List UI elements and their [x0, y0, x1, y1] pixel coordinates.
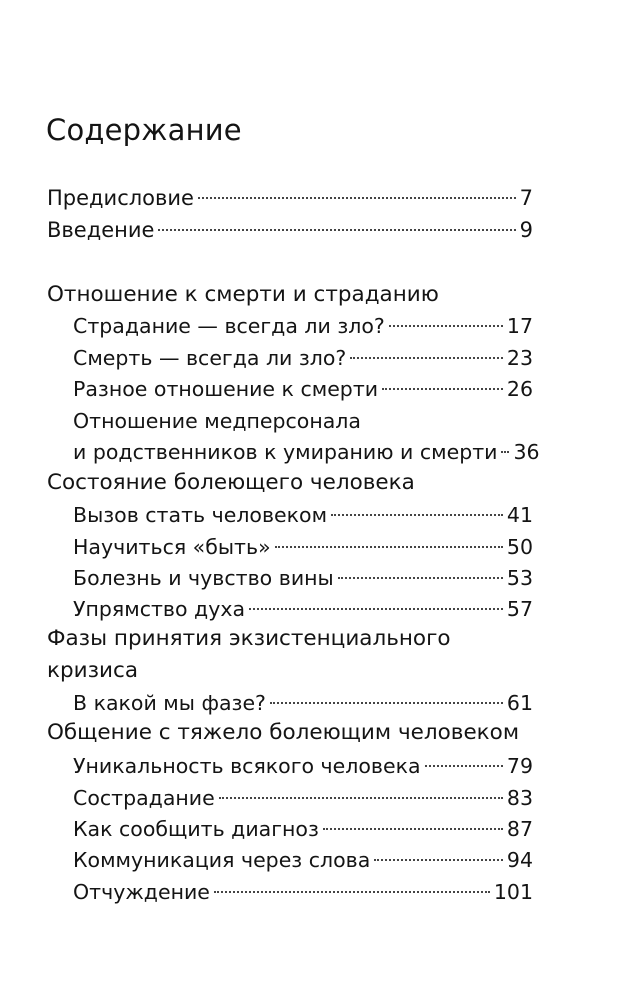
toc-page-number: 53	[506, 566, 533, 590]
toc-entry-title: Страдание — всегда ли зло?	[73, 314, 385, 338]
toc-entry-title: Как сообщить диагноз	[73, 817, 319, 841]
toc-entry-title: Упрямство духа	[73, 597, 246, 621]
page-title: Содержание	[46, 113, 242, 147]
dot-leader	[382, 388, 503, 390]
dot-leader	[323, 828, 503, 830]
toc-entry-title: Болезнь и чувство вины	[73, 566, 334, 590]
toc-section-heading[interactable]: Отношение к смерти и страданию	[47, 282, 439, 307]
toc-entry[interactable]	[73, 561, 533, 595]
dot-leader	[198, 197, 516, 199]
toc-entry-title: Введение	[47, 218, 155, 242]
toc-entry[interactable]	[73, 843, 533, 877]
toc-entry[interactable]	[73, 781, 533, 815]
dot-leader	[219, 797, 503, 799]
toc-page-number: 79	[506, 754, 533, 778]
dot-leader	[425, 765, 503, 767]
toc-page-number: 36	[513, 440, 540, 464]
toc-page-number: 41	[506, 503, 533, 527]
dot-leader	[331, 514, 503, 516]
toc-page-number: 61	[506, 691, 533, 715]
toc-entry-title: Смерть — всегда ли зло?	[73, 346, 347, 370]
toc-entry[interactable]	[73, 341, 533, 375]
dot-leader	[158, 229, 515, 231]
dot-leader	[270, 702, 503, 704]
toc-section-heading-line2[interactable]: кризиса	[47, 658, 139, 683]
toc-entry-title: Уникальность всякого человека	[73, 754, 421, 778]
toc-entry[interactable]	[73, 530, 533, 564]
dot-leader	[338, 577, 503, 579]
toc-entry-preface[interactable]	[47, 181, 533, 215]
toc-entry[interactable]	[73, 875, 533, 909]
toc-entry[interactable]	[73, 372, 533, 406]
toc-entry[interactable]	[73, 686, 533, 720]
toc-entry-title-line1[interactable]: Отношение медперсонала	[73, 409, 361, 433]
toc-entry-title: Научиться «быть»	[73, 535, 271, 559]
toc-page-number: 94	[506, 848, 533, 872]
toc-section-heading[interactable]: Общение с тяжело болеющим человеком	[47, 720, 520, 745]
toc-entry-title: Разное отношение к смерти	[73, 377, 379, 401]
dot-leader	[249, 608, 503, 610]
toc-entry-introduction[interactable]	[47, 213, 533, 247]
toc-entry-title: Вызов стать человеком	[73, 503, 328, 527]
toc-section-heading[interactable]: Состояние болеющего человека	[47, 470, 415, 495]
toc-page-number: 101	[493, 880, 533, 904]
toc-entry-title: Отчуждение	[73, 880, 210, 904]
toc-entry-title: Предисловие	[47, 186, 194, 210]
toc-entry-title: Сострадание	[73, 786, 215, 810]
toc-page-number: 26	[506, 377, 533, 401]
toc-entry[interactable]	[73, 749, 533, 783]
toc-section-heading[interactable]: Фазы принятия экзистенциального	[47, 626, 451, 651]
toc-page-number: 7	[519, 186, 533, 210]
toc-page-number: 50	[506, 535, 533, 559]
toc-entry[interactable]	[73, 309, 533, 343]
toc-entry[interactable]	[73, 592, 533, 626]
toc-entry[interactable]	[73, 498, 533, 532]
dot-leader	[350, 357, 503, 359]
toc-entry[interactable]	[73, 812, 533, 846]
toc-entry[interactable]	[73, 435, 540, 469]
dot-leader	[275, 546, 503, 548]
toc-entry-title: Коммуникация через слова	[73, 848, 371, 872]
dot-leader	[389, 325, 503, 327]
toc-page-number: 17	[506, 314, 533, 338]
toc-entry-title: В какой мы фазе?	[73, 691, 266, 715]
toc-page-number: 87	[506, 817, 533, 841]
toc-page-number: 23	[506, 346, 533, 370]
toc-page-number: 57	[506, 597, 533, 621]
toc-page-number: 9	[519, 218, 533, 242]
dot-leader	[214, 891, 490, 893]
toc-entry-title: и родственников к умиранию и смерти	[73, 440, 498, 464]
toc-page-number: 83	[506, 786, 533, 810]
dot-leader	[374, 859, 503, 861]
dot-leader	[501, 451, 509, 453]
